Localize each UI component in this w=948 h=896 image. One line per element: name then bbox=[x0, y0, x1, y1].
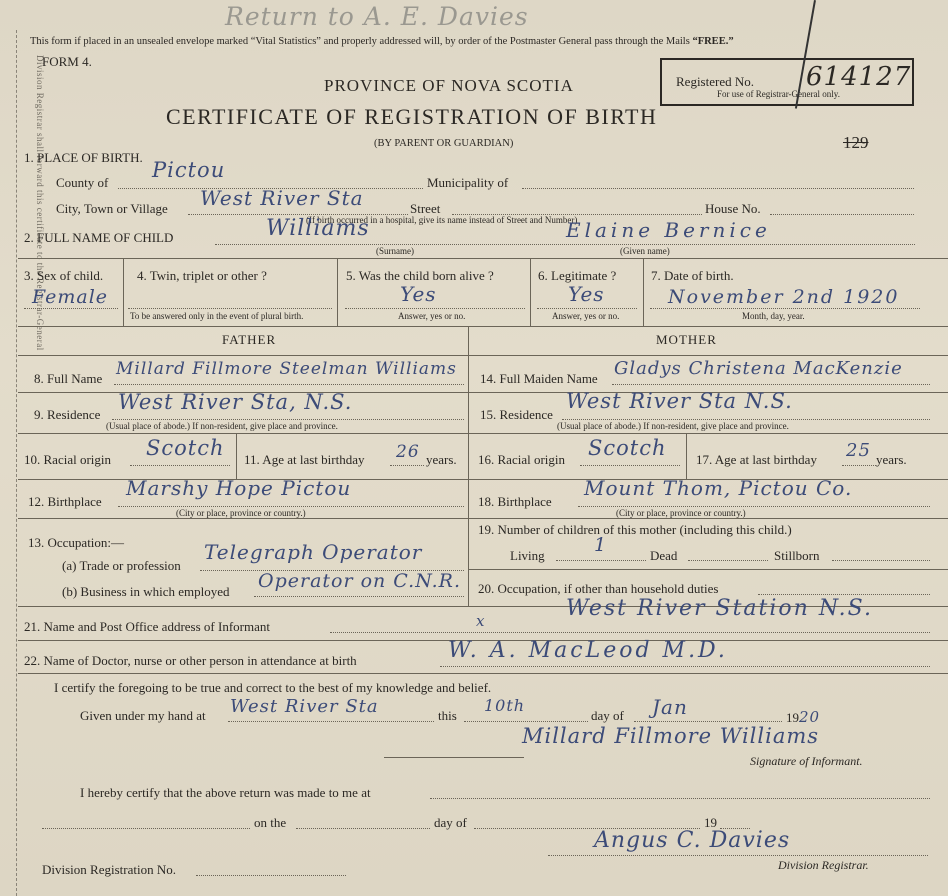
registrar-year: 19 bbox=[704, 815, 717, 830]
mother-heading: MOTHER bbox=[656, 332, 717, 347]
father-birthplace-value: Marshy Hope Pictou bbox=[126, 476, 352, 500]
mother-age-label: 17. Age at last birthday bbox=[696, 452, 817, 467]
occupation-label: 13. Occupation:— bbox=[28, 535, 125, 550]
registrar-statement: I hereby certify that the above return was made to me at bbox=[80, 785, 371, 800]
informant-signature: Millard Fillmore Williams bbox=[522, 724, 820, 748]
registered-no-label: Registered No. bbox=[676, 74, 754, 89]
mother-residence-value: West River Sta N.S. bbox=[566, 389, 793, 413]
stillborn-label: Stillborn bbox=[774, 548, 820, 563]
mother-birthplace-label: 18. Birthplace bbox=[478, 494, 552, 509]
doctor-value: W. A. MacLeod M.D. bbox=[448, 638, 728, 663]
born-alive-label: 5. Was the child born alive ? bbox=[346, 268, 494, 283]
business-value: Operator on C.N.R. bbox=[258, 570, 461, 592]
mother-race-value: Scotch bbox=[588, 436, 667, 460]
certify-statement: I certify the foregoing to be true and correct to the best of my knowledge and belief. bbox=[54, 680, 492, 695]
father-heading: FATHER bbox=[222, 332, 277, 347]
certificate-title: CERTIFICATE OF REGISTRATION OF BIRTH bbox=[166, 104, 658, 129]
signature-caption: Signature of Informant. bbox=[750, 754, 863, 768]
mother-residence-label: 15. Residence bbox=[480, 407, 553, 422]
province-heading: PROVINCE OF NOVA SCOTIA bbox=[324, 76, 574, 95]
legitimate-value: Yes bbox=[568, 282, 605, 306]
doctor-label: 22. Name of Doctor, nurse or other person in attendance at birth bbox=[24, 653, 357, 668]
day-of-label: day of bbox=[591, 708, 624, 723]
given-place-value: West River Sta bbox=[230, 696, 379, 717]
children-count-label: 19. Number of children of this mother (including this child.) bbox=[478, 522, 792, 537]
surname-caption: (Surname) bbox=[376, 246, 414, 256]
child-given-name: Elaine Bernice bbox=[566, 218, 771, 242]
city-value: West River Sta bbox=[200, 186, 364, 210]
mother-residence-note: (Usual place of abode.) If non-resident, give place and province. bbox=[557, 421, 789, 431]
date-of-birth-value: November 2nd 1920 bbox=[668, 286, 900, 308]
registrar-day-of-label: day of bbox=[434, 815, 467, 830]
registrar-on-label: on the bbox=[254, 815, 287, 830]
father-residence-label: 9. Residence bbox=[34, 407, 101, 422]
division-registration-label: Division Registration No. bbox=[42, 862, 176, 877]
mother-name-value: Gladys Christena MacKenzie bbox=[614, 358, 903, 379]
father-residence-value: West River Sta, N.S. bbox=[118, 390, 353, 414]
street-note: (If birth occurred in a hospital, give its name instead of Street and Number) bbox=[306, 215, 578, 225]
county-value: Pictou bbox=[152, 158, 226, 182]
dead-label: Dead bbox=[650, 548, 678, 563]
informant-label: 21. Name and Post Office address of Informant bbox=[24, 619, 270, 634]
mailing-note: This form if placed in an unsealed envelope marked “Vital Statistics” and properly addressed will, by order of the Postmaster General pass through the Mails “FREE.” bbox=[30, 36, 734, 47]
informant-mark: x bbox=[476, 612, 486, 630]
father-age-value: 26 bbox=[396, 442, 420, 462]
given-year: 1920 bbox=[786, 708, 821, 726]
county-label: County of bbox=[56, 175, 109, 190]
twin-label: 4. Twin, triplet or other ? bbox=[137, 268, 267, 283]
given-month-value: Jan bbox=[652, 695, 688, 719]
father-years-label: years. bbox=[426, 452, 457, 467]
father-birthplace-note: (City or place, province or country.) bbox=[176, 508, 306, 518]
given-day-value: 10th bbox=[484, 696, 526, 715]
registrar-caption: Division Registrar. bbox=[778, 858, 869, 872]
father-name-label: 8. Full Name bbox=[34, 371, 103, 386]
mother-birthplace-value: Mount Thom, Pictou Co. bbox=[584, 476, 853, 500]
father-birthplace-label: 12. Birthplace bbox=[28, 494, 102, 509]
father-race-label: 10. Racial origin bbox=[24, 452, 112, 467]
business-label: (b) Business in which employed bbox=[62, 584, 230, 599]
street-label: Street bbox=[410, 201, 441, 216]
born-alive-note: Answer, yes or no. bbox=[398, 311, 466, 321]
sex-value: Female bbox=[32, 286, 109, 308]
trade-label: (a) Trade or profession bbox=[62, 558, 181, 573]
child-surname: Williams bbox=[266, 216, 370, 241]
this-label: this bbox=[438, 708, 457, 723]
child-name-label: 2. FULL NAME OF CHILD bbox=[24, 230, 174, 245]
legitimate-label: 6. Legitimate ? bbox=[538, 268, 617, 283]
given-under-label: Given under my hand at bbox=[80, 708, 206, 723]
date-of-birth-note: Month, day, year. bbox=[742, 311, 805, 321]
pencil-note: Return to A. E. Davies bbox=[225, 2, 529, 31]
living-label: Living bbox=[510, 548, 545, 563]
registrar-signature: Angus C. Davies bbox=[594, 828, 791, 853]
father-name-value: Millard Fillmore Steelman Williams bbox=[116, 359, 457, 379]
municipality-label: Municipality of bbox=[427, 175, 509, 190]
registered-no-value: 614127 bbox=[806, 62, 912, 92]
trade-value: Telegraph Operator bbox=[204, 540, 423, 564]
legitimate-note: Answer, yes or no. bbox=[552, 311, 620, 321]
father-age-label: 11. Age at last birthday bbox=[244, 452, 365, 467]
date-of-birth-label: 7. Date of birth. bbox=[651, 268, 734, 283]
mother-race-label: 16. Racial origin bbox=[478, 452, 566, 467]
mother-occupation-label: 20. Occupation, if other than household duties bbox=[478, 581, 719, 596]
father-race-value: Scotch bbox=[146, 436, 225, 460]
mother-age-value: 25 bbox=[846, 440, 871, 461]
house-no-label: House No. bbox=[705, 201, 761, 216]
registered-no-note: For use of Registrar-General only. bbox=[717, 89, 840, 99]
mother-birthplace-note: (City or place, province or country.) bbox=[616, 508, 746, 518]
given-name-caption: (Given name) bbox=[620, 246, 670, 256]
living-value: 1 bbox=[594, 534, 608, 556]
registered-no-box bbox=[660, 58, 914, 106]
mother-name-label: 14. Full Maiden Name bbox=[480, 371, 598, 386]
side-print-text: Division Registrar shall forward this certificate to the Registrar-General bbox=[35, 55, 45, 351]
mother-years-label: years. bbox=[876, 452, 907, 467]
informant-value: West River Station N.S. bbox=[566, 596, 873, 621]
father-residence-note: (Usual place of abode.) If non-resident, give place and province. bbox=[106, 421, 338, 431]
binding-line bbox=[16, 30, 17, 896]
twin-note: To be answered only in the event of plural birth. bbox=[130, 311, 304, 321]
division-no-struck: 129 bbox=[843, 133, 869, 152]
sex-label: 3. Sex of child. bbox=[24, 268, 104, 283]
city-label: City, Town or Village bbox=[56, 201, 168, 216]
certificate-subtitle: (BY PARENT OR GUARDIAN) bbox=[374, 138, 514, 149]
form-number: FORM 4. bbox=[42, 54, 92, 69]
place-of-birth-label: 1. PLACE OF BIRTH. bbox=[24, 150, 143, 165]
born-alive-value: Yes bbox=[400, 282, 437, 306]
